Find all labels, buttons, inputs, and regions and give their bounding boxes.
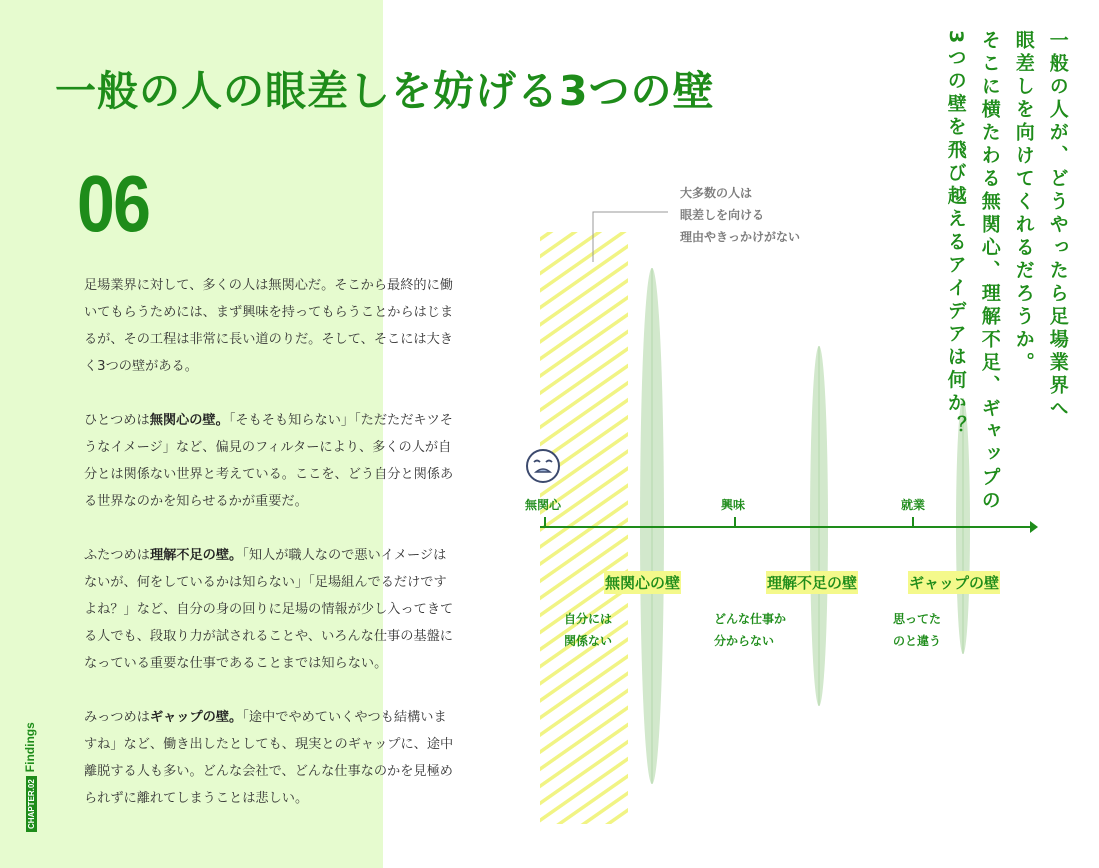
wall3-name: ギャップの壁。 (149, 710, 243, 725)
description-line: 分からない (714, 634, 775, 648)
wall1-name: 無関心の壁。 (149, 413, 229, 428)
stage-employment: 就業 (901, 498, 926, 512)
wall-3-label: ギャップの壁 (908, 571, 1000, 594)
wall1-lead: ひとつめは (84, 413, 150, 428)
wall-2-description (714, 608, 786, 652)
wall2-lead: ふたつめは (84, 548, 150, 563)
wall3-text: 「途中でやめていくやつも結構いますね」など、働き出したとしても、現実とのギャップに、途中離脱する人も多い。どんな会社で、どんな仕事なのかを見極められずに離れてしまうことは悲しい。 (84, 710, 454, 806)
wall-3-description (893, 608, 941, 652)
wall2-text: 「知人が職人なので悪いイメージはないが、何をしているかは知らない」「足場組んでるだけですよね？」など、自分の身の回りに足場の情報が少し入ってきてる人でも、段取り力が試されることや、いろんな仕事の基盤になっている重要な仕事であることまでは知らない。 (84, 548, 454, 671)
description-line: 自分には (564, 612, 613, 626)
description-line: のと違う (893, 634, 942, 648)
vertical-heading-line-3: そこに横たわる無関心、理解不足、ギャップの (978, 30, 1001, 513)
wall-2-label: 理解不足の壁 (766, 571, 858, 594)
annotation-line: 大多数の人は (680, 186, 753, 200)
vertical-heading-line-2: 眼差しを向けてくれるだろうか。 (1012, 30, 1035, 375)
section-label: Findings (23, 722, 37, 773)
wall2-name: 理解不足の壁。 (149, 548, 243, 563)
description-line: 思ってた (893, 612, 942, 626)
wall1-text: 「そもそも知らない」「ただただキツそうなイメージ」など、偏見のフィルターにより、多くの人が自分とは関係ない世界と考えている。ここを、どう自分と関係ある世界なのかを知らせるかが重要だ。 (84, 413, 454, 509)
diagram-annotation (680, 182, 800, 248)
section-number: 06 (77, 159, 150, 248)
sleeping-face-icon (527, 450, 559, 482)
description-line: どんな仕事か (714, 612, 787, 626)
wall3-lead: みっつめは (84, 710, 150, 725)
axis-arrowhead (1030, 521, 1038, 533)
annotation-line: 理由やきっかけがない (680, 230, 801, 244)
chapter-label: CHAPTER.02 (26, 776, 37, 832)
page-title: 一般の人の眼差しを妨げる3つの壁 (55, 67, 715, 115)
vertical-heading-line-1: 一般の人が、どうやったら足場業界へ (1046, 30, 1069, 421)
stage-interest: 興味 (721, 498, 746, 512)
annotation-line: 眼差しを向ける (680, 208, 765, 222)
intro-paragraph: 足場業界に対して、多くの人は無関心だ。そこから最終的に働いてもらうためには、まず興味を持ってもらうことからはじまるが、その工程は非常に長い道のりだ。そして、そこには大きく3つの壁がある。 (84, 278, 454, 374)
wall-1-description (564, 608, 612, 652)
wall-1-label: 無関心の壁 (604, 571, 681, 594)
description-line: 関係ない (564, 634, 613, 648)
vertical-heading-line-4: 3つの壁を飛び越えるアイデアは何か？ (944, 30, 967, 439)
stage-indifference: 無関心 (525, 498, 562, 512)
